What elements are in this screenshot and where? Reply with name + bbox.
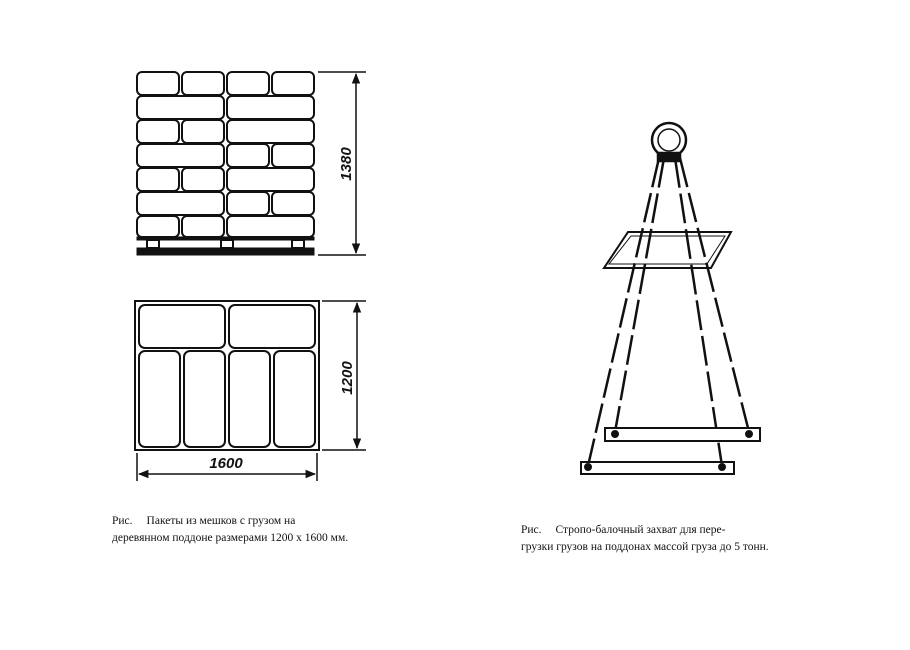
caption-left-prefix: Рис.	[112, 515, 133, 527]
dimension-label-1200: 1200	[339, 361, 356, 395]
sack-stack-side-view	[137, 72, 314, 237]
caption-right-line2: грузки грузов на поддонах массой груза до 5 тонн.	[521, 541, 769, 553]
lifting-ring	[652, 123, 686, 161]
upper-spreader-beam	[605, 428, 760, 441]
pallet-side-view	[137, 237, 314, 255]
caption-left-line2: деревянном поддоне размерами 1200 х 1600 мм.	[112, 532, 349, 544]
dimension-label-1600: 1600	[209, 455, 243, 472]
caption-right-prefix: Рис.	[521, 524, 542, 536]
caption-left-line1: Пакеты из мешков с грузом на	[146, 515, 296, 527]
caption-left	[112, 513, 382, 547]
caption-right-line1: Стропо-балочный захват для пере-	[555, 524, 726, 536]
dimension-label-1380: 1380	[338, 147, 355, 181]
caption-right	[521, 522, 806, 556]
pallet-plan-view	[135, 301, 319, 450]
upper-frame	[604, 232, 731, 268]
lower-spreader-beam	[581, 462, 734, 474]
slings	[588, 158, 749, 466]
